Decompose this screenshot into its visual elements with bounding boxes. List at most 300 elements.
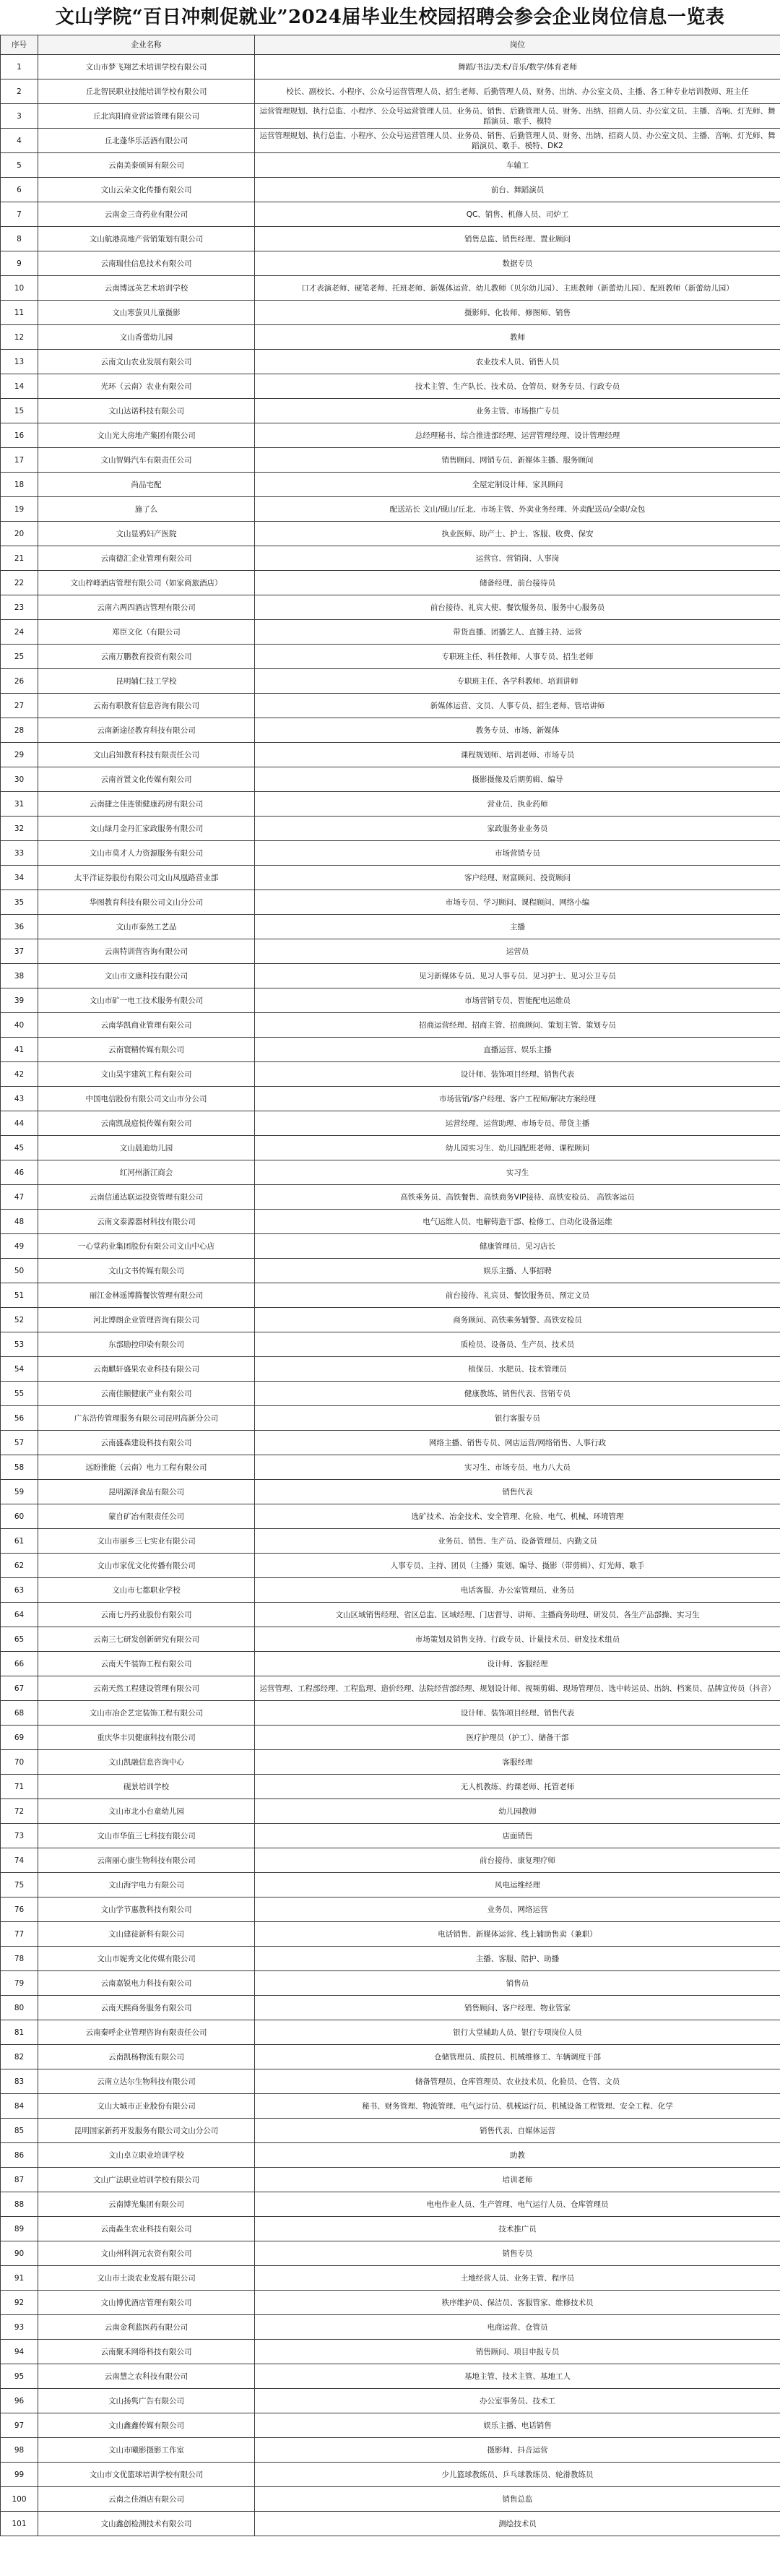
row-positions: 幼儿园实习生、幼儿园配班老师、课程顾问 <box>255 1136 780 1160</box>
row-positions: 市场营销专员、智能配电运维员 <box>255 988 780 1013</box>
table-row <box>1 1529 780 1554</box>
row-serial-number: 56 <box>1 1406 38 1431</box>
table-row <box>1 2094 780 2119</box>
table-row <box>1 2291 780 2315</box>
row-positions: 设计师、客服经理 <box>255 1652 780 1676</box>
row-serial-number: 43 <box>1 1087 38 1111</box>
row-company-name: 文山启知教育科技有限责任公司 <box>38 743 255 767</box>
row-serial-number: 10 <box>1 276 38 301</box>
table-row <box>1 1357 780 1382</box>
row-company-name: 云南博光集团有限公司 <box>38 2192 255 2217</box>
row-company-name: 云南有职教育信息咨询有限公司 <box>38 694 255 718</box>
row-positions: 直播运营、娱乐主播 <box>255 1038 780 1062</box>
row-positions: 银行客服专员 <box>255 1406 780 1431</box>
table-row <box>1 374 780 399</box>
row-serial-number: 53 <box>1 1332 38 1357</box>
table-row <box>1 399 780 423</box>
row-positions: 土地经营人员、业务主管、程序员 <box>255 2266 780 2291</box>
table-row <box>1 2389 780 2413</box>
row-positions: 选矿技术、冶金技术、安全管理、化验、电气、机械、环境管理 <box>255 1504 780 1529</box>
row-company-name: 云南特训营咨询有限公司 <box>38 939 255 964</box>
row-company-name: 文山市家优文化传播有限公司 <box>38 1554 255 1578</box>
table-row <box>1 1971 780 1996</box>
table-row <box>1 104 780 129</box>
row-positions: 主播 <box>255 915 780 939</box>
row-company-name: 太平洋证券股份有限公司文山凤凰路营业部 <box>38 866 255 890</box>
table-row <box>1 743 780 767</box>
row-company-name: 文山晨迪幼儿园 <box>38 1136 255 1160</box>
row-serial-number: 90 <box>1 2241 38 2266</box>
header-serial-number: 序号 <box>1 35 38 55</box>
row-positions: 见习新媒体专员、见习人事专员、见习护士、见习公卫专员 <box>255 964 780 988</box>
row-serial-number: 59 <box>1 1480 38 1504</box>
row-positions: 培训老师 <box>255 2168 780 2192</box>
row-serial-number: 47 <box>1 1185 38 1210</box>
row-company-name: 东部励控印染有限公司 <box>38 1332 255 1357</box>
table-row <box>1 1185 780 1210</box>
row-company-name: 文山凯融信息咨询中心 <box>38 1750 255 1775</box>
row-company-name: 文山广法职业培训学校有限公司 <box>38 2168 255 2192</box>
row-company-name: 云南慧之农科技有限公司 <box>38 2364 255 2389</box>
table-row <box>1 1332 780 1357</box>
row-positions: 业务员、网络运营 <box>255 1897 780 1922</box>
table-row <box>1 1431 780 1455</box>
row-company-name: 文山市土淡农业发展有限公司 <box>38 2266 255 2291</box>
table-row <box>1 1824 780 1848</box>
table-row <box>1 79 780 104</box>
table-row <box>1 178 780 202</box>
table-row <box>1 2315 780 2340</box>
row-serial-number: 74 <box>1 1848 38 1873</box>
row-serial-number: 62 <box>1 1554 38 1578</box>
row-company-name: 丘北宾阳商业营运管理有限公司 <box>38 104 255 129</box>
row-company-name: 云南新途径教育科技有限公司 <box>38 718 255 743</box>
row-positions: 执业医师、助产士、护士、客服、收费、保安 <box>255 522 780 546</box>
row-serial-number: 48 <box>1 1210 38 1234</box>
row-serial-number: 66 <box>1 1652 38 1676</box>
table-row <box>1 1111 780 1136</box>
header-company-name: 企业名称 <box>38 35 255 55</box>
table-row <box>1 55 780 79</box>
row-positions: 销售员 <box>255 1971 780 1996</box>
row-company-name: 云南盛森建设科技有限公司 <box>38 1431 255 1455</box>
table-row <box>1 423 780 448</box>
row-company-name: 云南首置文化传媒有限公司 <box>38 767 255 792</box>
row-company-name: 文山市冶企艺定装饰工程有限公司 <box>38 1701 255 1726</box>
table-row <box>1 1775 780 1799</box>
row-company-name: 文山昊宇建筑工程有限公司 <box>38 1062 255 1087</box>
table-row <box>1 645 780 669</box>
row-serial-number: 30 <box>1 767 38 792</box>
table-row <box>1 1160 780 1185</box>
row-serial-number: 33 <box>1 841 38 866</box>
table-row <box>1 276 780 301</box>
row-serial-number: 83 <box>1 2069 38 2094</box>
row-positions: 电话销售、新媒体运营、线上辅助售卖（兼职） <box>255 1922 780 1947</box>
row-serial-number: 50 <box>1 1259 38 1283</box>
row-serial-number: 81 <box>1 2020 38 2045</box>
table-row <box>1 2020 780 2045</box>
table-body <box>1 55 780 2536</box>
row-serial-number: 17 <box>1 448 38 473</box>
row-serial-number: 82 <box>1 2045 38 2069</box>
row-positions: 销售顾问、项目申报专员 <box>255 2340 780 2364</box>
row-positions: 测绘技术员 <box>255 2512 780 2536</box>
row-company-name: 文山达诺科技有限公司 <box>38 399 255 423</box>
row-serial-number: 77 <box>1 1922 38 1947</box>
row-positions: 市场专员、学习顾问、课程顾问、网络小编 <box>255 890 780 915</box>
row-company-name: 丘北智民职业技能培训学校有限公司 <box>38 79 255 104</box>
table-row <box>1 2340 780 2364</box>
row-serial-number: 88 <box>1 2192 38 2217</box>
row-serial-number: 1 <box>1 55 38 79</box>
row-company-name: 砚景培训学校 <box>38 1775 255 1799</box>
row-serial-number: 42 <box>1 1062 38 1087</box>
table-row <box>1 1062 780 1087</box>
row-company-name: 云南金利蓝医药有限公司 <box>38 2315 255 2340</box>
row-company-name: 文山市文优篮球培训学校有限公司 <box>38 2463 255 2487</box>
table-row <box>1 1504 780 1529</box>
row-serial-number: 72 <box>1 1799 38 1824</box>
row-positions: 运营员 <box>255 939 780 964</box>
table-row <box>1 571 780 595</box>
table-row <box>1 2241 780 2266</box>
table-row <box>1 595 780 620</box>
row-company-name: 文山市七都职业学校 <box>38 1578 255 1603</box>
row-serial-number: 12 <box>1 325 38 350</box>
row-positions: 娱乐主播、电话销售 <box>255 2413 780 2438</box>
row-company-name: 云南凯杨物流有限公司 <box>38 2045 255 2069</box>
row-company-name: 文山鑫创检测技术有限公司 <box>38 2512 255 2536</box>
row-serial-number: 60 <box>1 1504 38 1529</box>
row-serial-number: 16 <box>1 423 38 448</box>
row-company-name: 文山博优酒店管理有限公司 <box>38 2291 255 2315</box>
row-positions: 基地主管、技术主管、基地工人 <box>255 2364 780 2389</box>
row-serial-number: 31 <box>1 792 38 817</box>
row-serial-number: 63 <box>1 1578 38 1603</box>
row-positions: 幼儿园教师 <box>255 1799 780 1824</box>
row-serial-number: 94 <box>1 2340 38 2364</box>
row-company-name: 昆明国家新药开发服务有限公司文山分公司 <box>38 2119 255 2143</box>
row-positions: 运营经理、运营助理、市场专员、带货主播 <box>255 1111 780 1136</box>
row-positions: 舞蹈/书法/美术/音乐/数学/体育老师 <box>255 55 780 79</box>
row-company-name: 昆明辅仁技工学校 <box>38 669 255 694</box>
table-row <box>1 620 780 645</box>
row-company-name: 云南麒轩盛果农业科技有限公司 <box>38 1357 255 1382</box>
table-row <box>1 251 780 276</box>
row-company-name: 文山智姆汽车有限责任公司 <box>38 448 255 473</box>
row-positions: 课程规划师、培训老师、市场专员 <box>255 743 780 767</box>
row-serial-number: 58 <box>1 1455 38 1480</box>
row-positions: 前台接待、礼宾员、餐饮服务员、预定文员 <box>255 1283 780 1308</box>
table-row <box>1 988 780 1013</box>
row-serial-number: 57 <box>1 1431 38 1455</box>
row-serial-number: 26 <box>1 669 38 694</box>
row-company-name: 云南文泰源器材科技有限公司 <box>38 1210 255 1234</box>
row-serial-number: 38 <box>1 964 38 988</box>
row-company-name: 云南凯晟庭悦传媒有限公司 <box>38 1111 255 1136</box>
table-row <box>1 448 780 473</box>
row-serial-number: 87 <box>1 2168 38 2192</box>
row-positions: 健康教练、销售代表、营销专员 <box>255 1382 780 1406</box>
table-row <box>1 964 780 988</box>
table-row <box>1 1210 780 1234</box>
table-row <box>1 841 780 866</box>
row-serial-number: 51 <box>1 1283 38 1308</box>
row-company-name: 云南丽心康生物科技有限公司 <box>38 1848 255 1873</box>
row-positions: 娱乐主播、人事招聘 <box>255 1259 780 1283</box>
table-row <box>1 817 780 841</box>
table-row <box>1 669 780 694</box>
row-company-name: 文山市梦飞翔艺术培训学校有限公司 <box>38 55 255 79</box>
row-serial-number: 3 <box>1 104 38 129</box>
table-row <box>1 1554 780 1578</box>
row-positions: 电电作业人员、生产管理、电气运行人员、仓库管理员 <box>255 2192 780 2217</box>
row-serial-number: 40 <box>1 1013 38 1038</box>
table-row <box>1 227 780 251</box>
table-row <box>1 1947 780 1971</box>
row-positions: 网络主播、销售专员、网店运营/网络销售、人事行政 <box>255 1431 780 1455</box>
table-row <box>1 939 780 964</box>
row-positions: 销售总监、销售经理、置业顾问 <box>255 227 780 251</box>
row-positions: 文山区域销售经理、省区总监、区域经理、门店督导、讲师、主播商务助理、研发员、各生产品部操、实习生 <box>255 1603 780 1627</box>
row-company-name: 文山香蕾幼儿园 <box>38 325 255 350</box>
row-positions: 运营管理规划、执行总监、小程序、公众号运营管理人员、业务员、销售、后勤管理人员、财务、出纳、招商人员、办公室文员、主播、音响、灯光师、舞蹈演员、歌手、模特 <box>255 104 780 129</box>
row-serial-number: 21 <box>1 546 38 571</box>
row-serial-number: 80 <box>1 1996 38 2020</box>
row-serial-number: 44 <box>1 1111 38 1136</box>
row-serial-number: 35 <box>1 890 38 915</box>
row-positions: 储备经理、前台接待员 <box>255 571 780 595</box>
row-serial-number: 4 <box>1 129 38 153</box>
row-positions: 农业技术人员、销售人员 <box>255 350 780 374</box>
row-serial-number: 29 <box>1 743 38 767</box>
row-positions: 运营管理规划、执行总监、小程序、公众号运营管理人员、业务员、销售、后勤管理人员、财务、出纳、招商人员、办公室文员、主播、音响、灯光师、舞蹈演员、歌手、模特、DK2 <box>255 129 780 153</box>
row-positions: 植保员、水肥员、技术管理员 <box>255 1357 780 1382</box>
row-company-name: 文山市曦影摄影工作室 <box>38 2438 255 2463</box>
table-row <box>1 522 780 546</box>
row-positions: 实习生 <box>255 1160 780 1185</box>
table-row <box>1 2438 780 2463</box>
row-serial-number: 32 <box>1 817 38 841</box>
table-row <box>1 1750 780 1775</box>
row-positions: 人事专员、主持、团员（主播）策划、编导、摄影（带剪辑）、灯光师、歌手 <box>255 1554 780 1578</box>
table-row <box>1 1578 780 1603</box>
row-positions: 销售代表 <box>255 1480 780 1504</box>
row-company-name: 云南天熙商务服务有限公司 <box>38 1996 255 2020</box>
row-serial-number: 18 <box>1 473 38 497</box>
table-row <box>1 2487 780 2512</box>
row-positions: 营业员、执业药师 <box>255 792 780 817</box>
table-header-row <box>1 35 780 55</box>
row-positions: 储备管理员、仓库管理员、农业技术员、化验员、仓管、文员 <box>255 2069 780 2094</box>
row-positions: 销售专员 <box>255 2241 780 2266</box>
row-serial-number: 41 <box>1 1038 38 1062</box>
row-company-name: 文山显鸦妇产医院 <box>38 522 255 546</box>
row-positions: 店面销售 <box>255 1824 780 1848</box>
row-serial-number: 100 <box>1 2487 38 2512</box>
row-company-name: 文山建徒新科有限公司 <box>38 1922 255 1947</box>
row-company-name: 云南捷之佳连锁健康药房有限公司 <box>38 792 255 817</box>
row-company-name: 红河州浙江商会 <box>38 1160 255 1185</box>
table-row <box>1 350 780 374</box>
table-row <box>1 1234 780 1259</box>
row-company-name: 光环（云南）农业有限公司 <box>38 374 255 399</box>
row-company-name: 文山市文康科技有限公司 <box>38 964 255 988</box>
table-row <box>1 1676 780 1701</box>
table-row <box>1 2364 780 2389</box>
row-serial-number: 20 <box>1 522 38 546</box>
row-positions: 高铁乘务员、高铁餐售、高铁商务VIP接待、高铁安检员、 高铁客运员 <box>255 1185 780 1210</box>
row-serial-number: 46 <box>1 1160 38 1185</box>
row-company-name: 云南之佳酒店有限公司 <box>38 2487 255 2512</box>
row-company-name: 云南天然工程建设管理有限公司 <box>38 1676 255 1701</box>
row-company-name: 云南秦呼企业管理咨询有限责任公司 <box>38 2020 255 2045</box>
table-row <box>1 1726 780 1750</box>
row-positions: 总经理秘书、综合推进部经理、运营管理经理、设计管理经理 <box>255 423 780 448</box>
page-title: 文山学院“百日冲刺促就业”2024届毕业生校园招聘会参会企业岗位信息一览表 <box>55 7 725 28</box>
row-positions: 教务专员、市场、新媒体 <box>255 718 780 743</box>
row-serial-number: 97 <box>1 2413 38 2438</box>
row-serial-number: 22 <box>1 571 38 595</box>
row-company-name: 云南立达尔生物科技有限公司 <box>38 2069 255 2094</box>
row-company-name: 文山云朵文化传播有限公司 <box>38 178 255 202</box>
row-positions: 市场策划及销售支持、行政专员、计量技术员、研发技术组员 <box>255 1627 780 1652</box>
row-positions: 口才表演老师、硬笔老师、托班老师、新媒体运营、幼儿教师（贝尔幼儿园）、主班教师（新蕾幼儿园）、配班教师（新蕾幼儿园） <box>255 276 780 301</box>
row-positions: 电话客服、办公室管理员、业务员 <box>255 1578 780 1603</box>
row-company-name: 云南寰精传媒有限公司 <box>38 1038 255 1062</box>
row-serial-number: 45 <box>1 1136 38 1160</box>
row-positions: 技术推广员 <box>255 2217 780 2241</box>
row-serial-number: 85 <box>1 2119 38 2143</box>
row-company-name: 云南天牛装饰工程有限公司 <box>38 1652 255 1676</box>
table-row <box>1 1922 780 1947</box>
row-serial-number: 23 <box>1 595 38 620</box>
row-serial-number: 15 <box>1 399 38 423</box>
row-company-name: 文山航港高地产营销策划有限公司 <box>38 227 255 251</box>
row-positions: 技术主管、生产队长、技术员、仓管员、财务专员、行政专员 <box>255 374 780 399</box>
row-serial-number: 9 <box>1 251 38 276</box>
table-row <box>1 1701 780 1726</box>
row-company-name: 文山市莫才人力资源服务有限公司 <box>38 841 255 866</box>
row-company-name: 云南瑞佳信息技术有限公司 <box>38 251 255 276</box>
row-positions: 销售顾问、客户经理、物业管家 <box>255 1996 780 2020</box>
table-row <box>1 153 780 178</box>
table-row <box>1 1406 780 1431</box>
row-company-name: 云南聚禾网络科技有限公司 <box>38 2340 255 2364</box>
row-serial-number: 7 <box>1 202 38 227</box>
table-row <box>1 1627 780 1652</box>
row-company-name: 文山寒萤贝儿童摄影 <box>38 301 255 325</box>
row-company-name: 文山州科润元农资有限公司 <box>38 2241 255 2266</box>
row-serial-number: 78 <box>1 1947 38 1971</box>
table-row <box>1 1897 780 1922</box>
row-positions: 实习生、市场专员、电力八大员 <box>255 1455 780 1480</box>
row-serial-number: 70 <box>1 1750 38 1775</box>
row-company-name: 文山市泰然工艺品 <box>38 915 255 939</box>
row-positions: 设计师、装饰项目经理、销售代表 <box>255 1701 780 1726</box>
table-row <box>1 890 780 915</box>
table-row <box>1 325 780 350</box>
row-positions: 家政服务业业务员 <box>255 817 780 841</box>
row-company-name: 云南淼生农业科技有限公司 <box>38 2217 255 2241</box>
row-positions: 电气运维人员、电解铸造干部、检修工、自动化设备运维 <box>255 1210 780 1234</box>
row-positions: 销售总监 <box>255 2487 780 2512</box>
table-row <box>1 129 780 153</box>
row-serial-number: 91 <box>1 2266 38 2291</box>
table-row <box>1 1038 780 1062</box>
row-serial-number: 92 <box>1 2291 38 2315</box>
row-positions: 前台接待、康复理疗师 <box>255 1848 780 1873</box>
table-row <box>1 2463 780 2487</box>
table-row <box>1 497 780 522</box>
row-serial-number: 69 <box>1 1726 38 1750</box>
row-positions: 市场营销/客户经理、客户工程师/解决方案经理 <box>255 1087 780 1111</box>
row-company-name: 云南三七研发创新研究有限公司 <box>38 1627 255 1652</box>
row-serial-number: 95 <box>1 2364 38 2389</box>
row-positions: 银行大堂辅助人员、银行专项岗位人员 <box>255 2020 780 2045</box>
row-company-name: 云南信通达联运投资管理有限公司 <box>38 1185 255 1210</box>
row-positions: 业务员、销售、生产员、设备管理员、内勤文员 <box>255 1529 780 1554</box>
row-company-name: 文山市妮秀文化传媒有限公司 <box>38 1947 255 1971</box>
row-positions: 新媒体运营、文员、人事专员、招生老师、管培讲师 <box>255 694 780 718</box>
row-positions: 车辅工 <box>255 153 780 178</box>
table-row <box>1 2168 780 2192</box>
row-serial-number: 93 <box>1 2315 38 2340</box>
row-company-name: 云南华凯商业管理有限公司 <box>38 1013 255 1038</box>
row-serial-number: 96 <box>1 2389 38 2413</box>
row-company-name: 云南金三奇药业有限公司 <box>38 202 255 227</box>
table-row <box>1 2045 780 2069</box>
table-row <box>1 866 780 890</box>
row-company-name: 华图教育科技有限公司文山分公司 <box>38 890 255 915</box>
row-positions: 助教 <box>255 2143 780 2168</box>
row-company-name: 重庆华丰贝健康科技有限公司 <box>38 1726 255 1750</box>
row-serial-number: 5 <box>1 153 38 178</box>
row-serial-number: 34 <box>1 866 38 890</box>
row-positions: 销售代表、自媒体运营 <box>255 2119 780 2143</box>
row-company-name: 云南博远英艺术培训学校 <box>38 276 255 301</box>
row-positions: 专职班主任、科任教师、人事专员、招生老师 <box>255 645 780 669</box>
table-row <box>1 1283 780 1308</box>
row-positions: 客户经理、财富顾问、投资顾问 <box>255 866 780 890</box>
row-company-name: 施了么 <box>38 497 255 522</box>
row-positions: 带货直播、团播艺人、直播主持、运营 <box>255 620 780 645</box>
table-row <box>1 694 780 718</box>
row-company-name: 云南七丹药业股份有限公司 <box>38 1603 255 1627</box>
row-serial-number: 55 <box>1 1382 38 1406</box>
row-positions: 教师 <box>255 325 780 350</box>
row-positions: 全屋定制设计师、家具顾问 <box>255 473 780 497</box>
row-serial-number: 64 <box>1 1603 38 1627</box>
table-row <box>1 2119 780 2143</box>
table-row <box>1 2512 780 2536</box>
row-serial-number: 25 <box>1 645 38 669</box>
row-company-name: 中国电信股份有限公司文山市分公司 <box>38 1087 255 1111</box>
row-positions: 少儿篮球教练员、乒乓球教练员、轮滑教练员 <box>255 2463 780 2487</box>
row-company-name: 丽江金林遥博腾餐饮管理有限公司 <box>38 1283 255 1308</box>
row-serial-number: 8 <box>1 227 38 251</box>
row-serial-number: 36 <box>1 915 38 939</box>
row-company-name: 文山鑫鑫传媒有限公司 <box>38 2413 255 2438</box>
row-positions: 风电运维经理 <box>255 1873 780 1897</box>
row-company-name: 文山文书传媒有限公司 <box>38 1259 255 1283</box>
row-serial-number: 65 <box>1 1627 38 1652</box>
table-row <box>1 1996 780 2020</box>
table-row <box>1 1652 780 1676</box>
row-serial-number: 73 <box>1 1824 38 1848</box>
table-row <box>1 2266 780 2291</box>
